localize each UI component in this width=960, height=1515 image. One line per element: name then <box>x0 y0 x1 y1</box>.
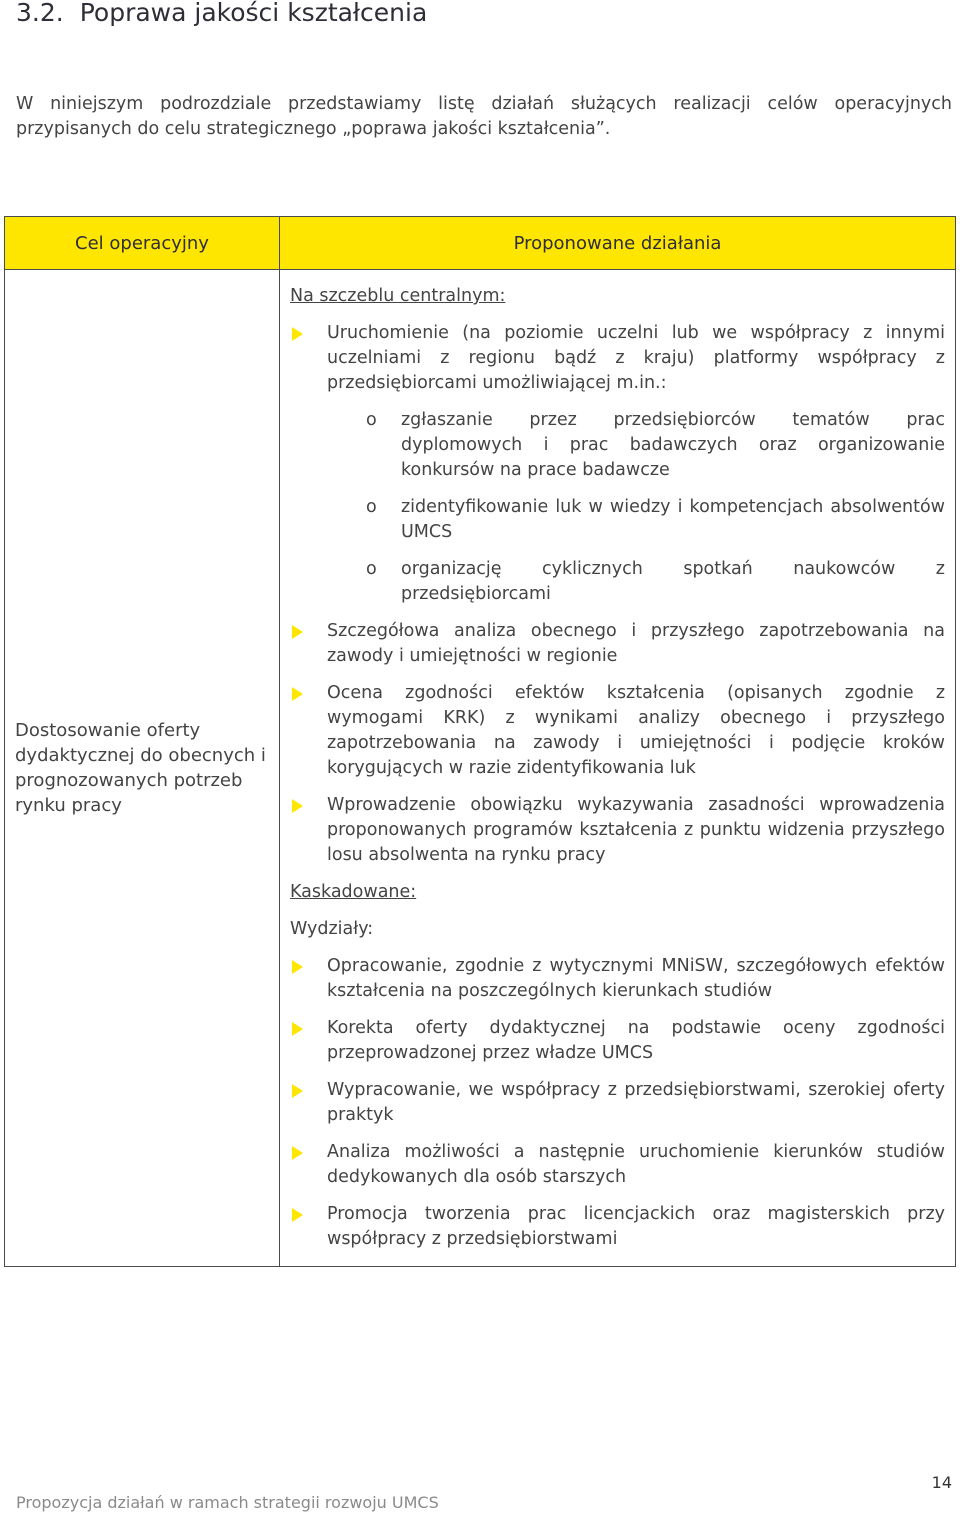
list-item <box>290 1078 945 1128</box>
arrow-bullet-icon <box>292 625 303 639</box>
list-item <box>290 321 945 396</box>
intro-paragraph: W niniejszym podrozdziale przedstawiamy listę działań służących realizacji celów operacyjnych przypisanych do celu strategicznego „poprawa jakości kształcenia”. <box>16 94 952 139</box>
list-item <box>290 681 945 781</box>
list-item-text: Promocja tworzenia prac licencjackich oraz magisterskich przy współpracy z przedsiębiorstwami <box>327 1204 945 1249</box>
sub-list-item-text: zgłaszanie przez przedsiębiorców tematów prac dyplomowych i prac badawczych oraz organizowanie konkursów na prace badawcze <box>401 410 945 480</box>
faculties-label: Wydziały: <box>290 919 374 939</box>
list-item <box>290 954 945 1004</box>
list-item <box>290 1016 945 1066</box>
arrow-bullet-icon <box>292 1146 303 1160</box>
actions-cell <box>280 270 956 1267</box>
arrow-bullet-icon <box>292 327 303 341</box>
sub-list-item-text: organizację cyklicznych spotkań naukowców z przedsiębiorcami <box>401 559 945 604</box>
sub-list-item <box>290 495 945 545</box>
list-item-text: Analiza możliwości a następnie uruchomienie kierunków studiów dedykowanych dla osób starszych <box>327 1142 945 1187</box>
sub-list-item <box>290 557 945 607</box>
footer-text: Propozycja działań w ramach strategii rozwoju UMCS <box>16 1493 439 1512</box>
list-item-text: Ocena zgodności efektów kształcenia (opisanych zgodnie z wymogami KRK) z wynikami analizy obecnego i przyszłego zapotrzebowania na zawody i umiejętności i podjęcie kroków korygujących w razie zidentyfikowania luk <box>327 683 945 778</box>
list-item <box>290 1202 945 1252</box>
section-heading <box>16 0 427 27</box>
cascade-label: Kaskadowane: <box>290 882 417 902</box>
arrow-bullet-icon <box>292 1084 303 1098</box>
list-item <box>290 619 945 669</box>
sub-list-item-text: zidentyfikowanie luk w wiedzy i kompetencjach absolwentów UMCS <box>401 497 945 542</box>
list-item-text: Wypracowanie, we współpracy z przedsiębiorstwami, szerokiej oferty praktyk <box>327 1080 945 1125</box>
section-number: 3.2. <box>16 0 64 27</box>
circle-bullet-icon: o <box>366 497 377 517</box>
list-item-text: Szczegółowa analiza obecnego i przyszłego zapotrzebowania na zawody i umiejętności w regionie <box>327 621 945 666</box>
page-number: 14 <box>931 1473 952 1492</box>
table-row <box>5 270 956 1267</box>
list-item-text: Opracowanie, zgodnie z wytycznymi MNiSW, szczegółowych efektów kształcenia na poszczególnych kierunkach studiów <box>327 956 945 1001</box>
arrow-bullet-icon <box>292 799 303 813</box>
goals-table <box>4 216 956 1267</box>
circle-bullet-icon: o <box>366 559 377 579</box>
arrow-bullet-icon <box>292 960 303 974</box>
goal-text: Dostosowanie oferty dydaktycznej do obecnych i prognozowanych potrzeb rynku pracy <box>15 720 266 816</box>
header-actions: Proponowane działania <box>280 217 956 270</box>
sub-list-item <box>290 408 945 483</box>
list-item-text: Korekta oferty dydaktycznej na podstawie oceny zgodności przeprowadzonej przez władze UMCS <box>327 1018 945 1063</box>
goal-cell <box>5 270 280 1267</box>
list-item-text: Uruchomienie (na poziomie uczelni lub we współpracy z innymi uczelniami z regionu bądź z kraju) platformy współpracy z przedsiębiorcami umożliwiającej m.in.: <box>327 323 945 393</box>
header-goal: Cel operacyjny <box>5 217 280 270</box>
central-level-label: Na szczeblu centralnym: <box>290 286 506 306</box>
arrow-bullet-icon <box>292 1208 303 1222</box>
arrow-bullet-icon <box>292 687 303 701</box>
section-title: Poprawa jakości kształcenia <box>79 0 428 27</box>
list-item-text: Wprowadzenie obowiązku wykazywania zasadności wprowadzenia proponowanych programów kształcenia z punktu widzenia przyszłego losu absolwenta na rynku pracy <box>327 795 945 865</box>
list-item <box>290 1140 945 1190</box>
arrow-bullet-icon <box>292 1022 303 1036</box>
list-item <box>290 793 945 868</box>
circle-bullet-icon: o <box>366 410 377 430</box>
table-header-row <box>5 217 956 270</box>
